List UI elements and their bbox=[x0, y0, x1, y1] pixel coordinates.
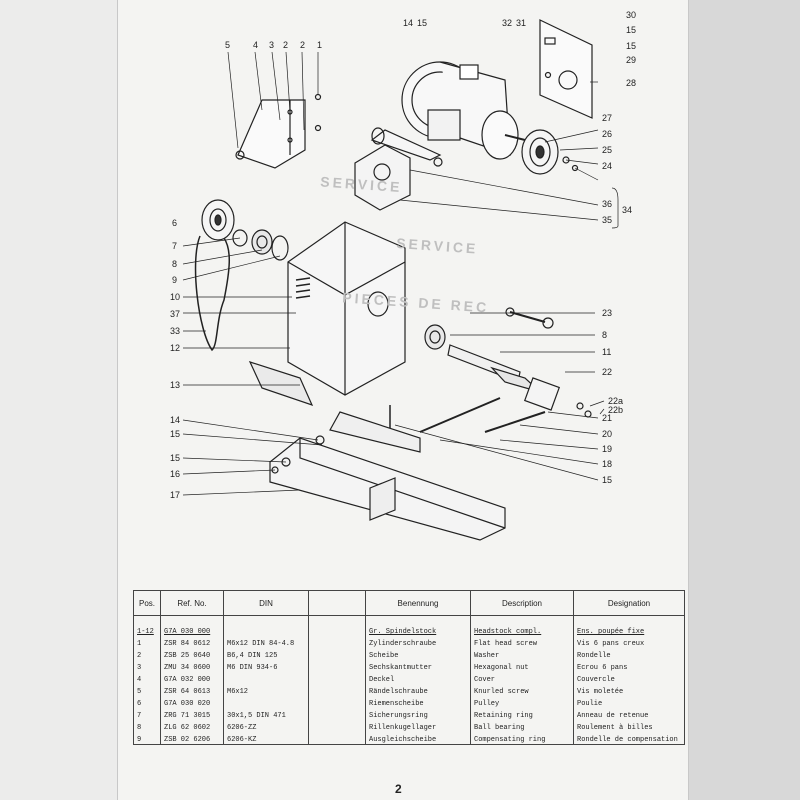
cell-din: M6 DIN 934-6 bbox=[224, 660, 309, 672]
cell-benennung: Zylinderschraube bbox=[366, 636, 471, 648]
col-header-benennung: Benennung bbox=[366, 591, 471, 616]
watermark-text-1: SERVICE bbox=[319, 173, 403, 196]
callout-label: 33 bbox=[170, 326, 181, 336]
callout-label: 14 bbox=[403, 18, 414, 28]
table-row bbox=[134, 636, 685, 648]
col-header-blank bbox=[309, 591, 366, 616]
cell-description: Flat head screw bbox=[471, 636, 574, 648]
cell-blank bbox=[309, 660, 366, 672]
cell-din bbox=[224, 616, 309, 637]
cell-benennung: Rändelschraube bbox=[366, 684, 471, 696]
cell-description: Pulley bbox=[471, 696, 574, 708]
cell-designation: Ecrou 6 pans bbox=[574, 660, 685, 672]
cell-description: Washer bbox=[471, 648, 574, 660]
table-row-group bbox=[134, 616, 685, 637]
callout-label: 26 bbox=[602, 129, 613, 139]
callout-label: 15 bbox=[602, 475, 613, 485]
watermark-text-2: SERVICE bbox=[395, 234, 479, 257]
cell-designation: Rondelle bbox=[574, 648, 685, 660]
callout-label: 15 bbox=[626, 41, 637, 51]
cell-benennung: Ausgleichscheibe bbox=[366, 732, 471, 745]
callout-label: 22a bbox=[608, 396, 624, 406]
cell-ref: G7A 030 020 bbox=[161, 696, 224, 708]
cell-description: Compensating ring bbox=[471, 732, 574, 745]
cell-pos: 6 bbox=[134, 696, 161, 708]
cell-benennung: Sicherungsring bbox=[366, 708, 471, 720]
table-row bbox=[134, 696, 685, 708]
cell-din: B6,4 DIN 125 bbox=[224, 648, 309, 660]
cell-description: Headstock compl. bbox=[471, 616, 574, 637]
callout-label: 20 bbox=[602, 429, 613, 439]
callout-label: 10 bbox=[170, 292, 181, 302]
cell-pos: 9 bbox=[134, 732, 161, 745]
cell-din bbox=[224, 696, 309, 708]
cell-blank bbox=[309, 616, 366, 637]
table-row bbox=[134, 732, 685, 745]
callout-label: 27 bbox=[602, 113, 613, 123]
cell-din: 6206-KZ bbox=[224, 732, 309, 745]
cell-blank bbox=[309, 648, 366, 660]
callout-label: 24 bbox=[602, 161, 613, 171]
callout-label: 1 bbox=[317, 40, 323, 50]
col-header-pos: Pos. bbox=[134, 591, 161, 616]
cell-benennung: Riemenscheibe bbox=[366, 696, 471, 708]
callout-label: 8 bbox=[602, 330, 608, 340]
callout-label: 15 bbox=[626, 25, 637, 35]
callout-label: 5 bbox=[225, 40, 231, 50]
cell-benennung: Deckel bbox=[366, 672, 471, 684]
callout-label: 2 bbox=[283, 40, 289, 50]
callout-label: 22b bbox=[608, 405, 624, 415]
cell-pos: 1-12 bbox=[134, 616, 161, 637]
cell-designation: Vis moletée bbox=[574, 684, 685, 696]
callout-label: 22 bbox=[602, 367, 613, 377]
cell-ref: ZSB 25 0640 bbox=[161, 648, 224, 660]
cell-description: Knurled screw bbox=[471, 684, 574, 696]
cell-ref: ZRG 71 3015 bbox=[161, 708, 224, 720]
cell-description: Cover bbox=[471, 672, 574, 684]
callout-label: 30 bbox=[626, 10, 637, 20]
cell-din: M6x12 DIN 84-4.8 bbox=[224, 636, 309, 648]
cell-blank bbox=[309, 684, 366, 696]
callout-label: 7 bbox=[172, 241, 178, 251]
cell-din: 6206-ZZ bbox=[224, 720, 309, 732]
callout-label: 28 bbox=[626, 78, 637, 88]
page-number: 2 bbox=[395, 782, 402, 796]
cell-description: Retaining ring bbox=[471, 708, 574, 720]
cell-designation: Vis 6 pans creux bbox=[574, 636, 685, 648]
callout-label: 21 bbox=[602, 413, 613, 423]
cell-blank bbox=[309, 720, 366, 732]
cell-blank bbox=[309, 732, 366, 745]
cell-pos: 3 bbox=[134, 660, 161, 672]
cell-ref: ZSB 02 6206 bbox=[161, 732, 224, 745]
callout-label: 34 bbox=[622, 205, 633, 215]
cell-designation: Anneau de retenue bbox=[574, 708, 685, 720]
cell-pos: 4 bbox=[134, 672, 161, 684]
callout-label: 3 bbox=[269, 40, 275, 50]
cell-ref: ZSR 84 0612 bbox=[161, 636, 224, 648]
callout-label: 35 bbox=[602, 215, 613, 225]
cell-ref: ZLG 62 0602 bbox=[161, 720, 224, 732]
callout-label: 15 bbox=[417, 18, 428, 28]
callout-label: 9 bbox=[172, 275, 178, 285]
table-row bbox=[134, 672, 685, 684]
cell-pos: 1 bbox=[134, 636, 161, 648]
cell-designation: Ens. poupée fixe bbox=[574, 616, 685, 637]
callout-label: 4 bbox=[253, 40, 259, 50]
table-row bbox=[134, 708, 685, 720]
callout-label: 29 bbox=[626, 55, 637, 65]
callout-label: 31 bbox=[516, 18, 527, 28]
cell-description: Hexagonal nut bbox=[471, 660, 574, 672]
callout-label: 32 bbox=[502, 18, 513, 28]
cell-din: M6x12 bbox=[224, 684, 309, 696]
cell-din bbox=[224, 672, 309, 684]
cell-benennung: Scheibe bbox=[366, 648, 471, 660]
cell-blank bbox=[309, 708, 366, 720]
cell-benennung: Sechskantmutter bbox=[366, 660, 471, 672]
cell-designation: Roulement à billes bbox=[574, 720, 685, 732]
cell-benennung: Gr. Spindelstock bbox=[366, 616, 471, 637]
cell-din: 30x1,5 DIN 471 bbox=[224, 708, 309, 720]
col-header-designation: Designation bbox=[574, 591, 685, 616]
callout-label: 15 bbox=[170, 453, 181, 463]
cell-benennung: Rillenkugellager bbox=[366, 720, 471, 732]
cell-blank bbox=[309, 636, 366, 648]
col-header-ref: Ref. No. bbox=[161, 591, 224, 616]
cell-pos: 5 bbox=[134, 684, 161, 696]
callout-label: 36 bbox=[602, 199, 613, 209]
callout-label: 14 bbox=[170, 415, 181, 425]
table-row bbox=[134, 648, 685, 660]
callout-label: 12 bbox=[170, 343, 181, 353]
callout-label: 8 bbox=[172, 259, 178, 269]
cell-description: Ball bearing bbox=[471, 720, 574, 732]
table-header-row bbox=[134, 591, 685, 616]
parts-table bbox=[133, 590, 685, 745]
cell-designation: Couvercle bbox=[574, 672, 685, 684]
cell-pos: 7 bbox=[134, 708, 161, 720]
cell-designation: Poulie bbox=[574, 696, 685, 708]
callout-label: 19 bbox=[602, 444, 613, 454]
callout-label: 17 bbox=[170, 490, 181, 500]
col-header-din: DIN bbox=[224, 591, 309, 616]
cell-blank bbox=[309, 696, 366, 708]
callout-label: 11 bbox=[602, 347, 612, 357]
callout-label: 2 bbox=[300, 40, 306, 50]
callout-label: 37 bbox=[170, 309, 181, 319]
callout-label: 23 bbox=[602, 308, 613, 318]
col-header-description: Description bbox=[471, 591, 574, 616]
watermark-text-3: PIECES DE REC bbox=[341, 289, 490, 316]
table-row bbox=[134, 660, 685, 672]
cell-ref: ZMU 34 0600 bbox=[161, 660, 224, 672]
cell-pos: 8 bbox=[134, 720, 161, 732]
callout-label: 13 bbox=[170, 380, 181, 390]
cell-ref: G7A 032 000 bbox=[161, 672, 224, 684]
cell-ref: G7A 030 000 bbox=[161, 616, 224, 637]
callout-label: 18 bbox=[602, 459, 613, 469]
table-row bbox=[134, 684, 685, 696]
callout-label: 25 bbox=[602, 145, 613, 155]
callout-label: 6 bbox=[172, 218, 178, 228]
cell-pos: 2 bbox=[134, 648, 161, 660]
cell-blank bbox=[309, 672, 366, 684]
table-row bbox=[134, 720, 685, 732]
cell-designation: Rondelle de compensation bbox=[574, 732, 685, 745]
cell-ref: ZSR 64 0613 bbox=[161, 684, 224, 696]
callout-label: 16 bbox=[170, 469, 181, 479]
callout-label: 15 bbox=[170, 429, 181, 439]
